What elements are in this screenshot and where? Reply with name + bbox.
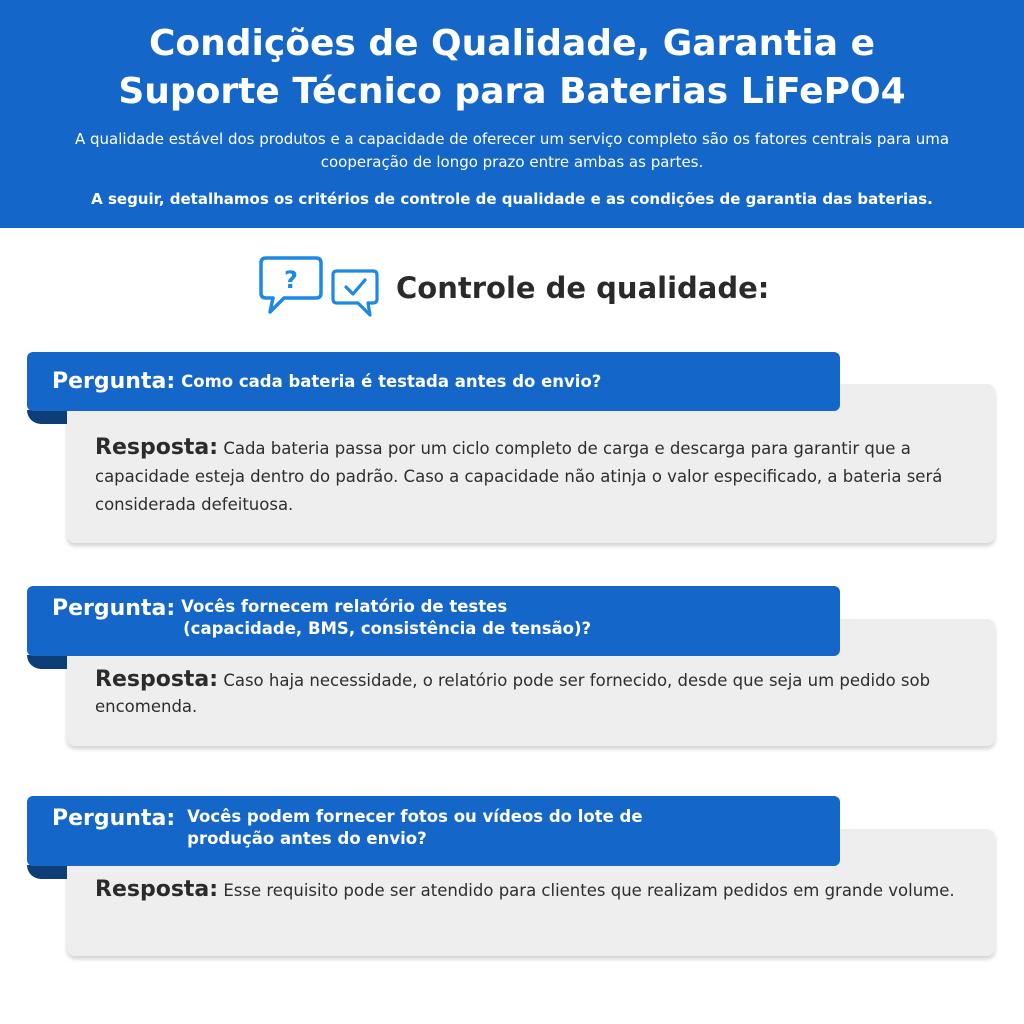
answer-text: Caso haja necessidade, o relatório pode ser fornecido, desde que seja um pedido sob encomenda. xyxy=(95,671,931,716)
question-bar xyxy=(27,586,840,656)
ribbon-fold xyxy=(27,655,67,669)
question-label: Pergunta: xyxy=(52,806,176,831)
header-banner xyxy=(0,0,1024,228)
question-bar xyxy=(27,352,840,411)
answer-label: Resposta: xyxy=(95,667,219,692)
question-bubble-icon xyxy=(258,255,324,321)
section-title: Controle de qualidade: xyxy=(396,271,770,305)
question-text-line-1: Vocês fornecem relatório de testes xyxy=(181,597,508,616)
question-label: Pergunta: xyxy=(52,369,176,394)
question-text xyxy=(181,596,591,640)
ribbon-fold xyxy=(27,410,67,424)
intro-text: A qualidade estável dos produtos e a capacidade de oferecer um serviço completo são os fatores centrais para uma cooperação de longo prazo entre ambas as partes. xyxy=(74,130,950,171)
question-text-line-2: (capacidade, BMS, consistência de tensão)? xyxy=(183,619,592,638)
question-text-line-2: produção antes do envio? xyxy=(187,829,427,848)
question-bar xyxy=(27,796,840,866)
answer-label: Resposta: xyxy=(95,435,219,460)
svg-text:?: ? xyxy=(284,266,298,294)
page-title xyxy=(0,20,1024,116)
answer-text: Esse requisito pode ser atendido para clientes que realizam pedidos em grande volume. xyxy=(223,881,955,900)
intro-text-bold: A seguir, detalhamos os critérios de controle de qualidade e as condições de garantia das baterias. xyxy=(91,190,933,208)
answer-label: Resposta: xyxy=(95,877,219,902)
check-bubble-icon xyxy=(330,268,380,322)
title-line-2: Suporte Técnico para Baterias LiFePO4 xyxy=(118,71,906,112)
section-heading xyxy=(258,256,769,320)
question-text xyxy=(187,806,642,850)
ribbon-fold xyxy=(27,865,67,879)
answer-text: Cada bateria passa por um ciclo completo de carga e descarga para garantir que a capacidade esteja dentro do padrão. Caso a capacidade não atinja o valor especificado, a bateria será considerada defeituosa. xyxy=(95,439,943,514)
question-text: Como cada bateria é testada antes do envio? xyxy=(181,371,602,391)
question-text-line-1: Vocês podem fornecer fotos ou vídeos do lote de xyxy=(187,807,643,826)
question-label: Pergunta: xyxy=(52,596,176,621)
title-line-1: Condições de Qualidade, Garantia e xyxy=(148,23,876,64)
